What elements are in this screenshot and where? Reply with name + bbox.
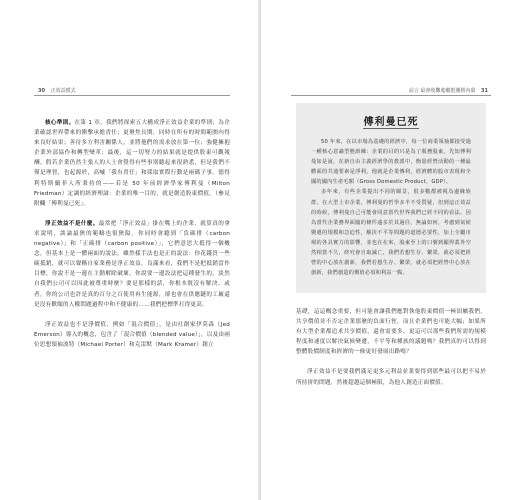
left-running-header [34,87,76,94]
paragraph-lead: 淨正效益不是什麼。 [45,220,99,227]
sidebar-paragraph: 50 年來，在以市場為基礎的經濟中，每一位商業領袖都接受過一種核心意識型態訓練：企業的目的只是為了服務股東。先知傅利曼如是說，在新自由主義經濟學的教派中，衡量經營活動的一種最體面的共通要素是淨利，他就是企業傳利，經濟體的股市表現和全國的國內生產毛額（Gross Domestic Product，GDP）。 [311,139,471,186]
right-running-header [409,87,492,94]
left-page-number: 30 [38,88,45,94]
sidebar-body [311,137,471,278]
body-paragraph: 淨正效益不是要我們滿足更多元利益並業要得到那些最可以把不易於所持拼的問題，然後超越這個極限，為他人創造正面價值。 [296,369,486,386]
body-paragraph: 淨正效益不是什麼。最常把「淨正效益」掛在嘴上的企業，就算真的拿求說明，談論最狹的範疇也很狹隘。你同時會聽到「負碳排（carbon negative）」和「正碳排（carbon positive）」，它們意思大抵得一個概念，但基本上是一體兩面的說法。雖然樣手法也是正的說法：你花錢買一些碳抵銷，就可以聲稱自家業務是淨正效益，良滿來看，我們不是把抵銷當作目標，你說不是一邊在主動解除破壞，你說要一邊設法把這種發生的，淡然自我們公司可以因此被尊重時麼？要是那樣的話，你根本既沒有解決、或者，你的公司也許是真的百分之百使用再生能源，卻也會在供應鏈的工廠還是沒有歡順的人權問題過程中和不健康的……我們把標準打得更高。 [34,220,230,308]
right-page [261,0,520,500]
sidebar-title-rule [363,128,419,129]
sidebar-box [296,103,486,293]
paragraph-lead: 核心準則。 [45,120,75,126]
left-body-text [34,118,230,360]
right-body-text [296,307,486,398]
body-paragraph: 淨正效益也不是淨價值，例如「混合價值」，是由社創家伊莫森（Jed Emerson）導入的概念，包含了「混合價值（blended value）」，以及由兩位思想領袖波特（Michael Porter）和克雷默（Mark Kramer）創立 [34,321,230,348]
right-header-chapter: 前言 [408,88,419,94]
right-page-number: 31 [481,88,488,94]
left-page [0,0,259,500]
right-header-title: 最會收攤進繼挺潮勝內幕 [420,88,476,94]
sidebar-paragraph: 多年來，有些企業提出不同的願景，很多數都被視為邊緣族群。在大型上市企業，傅利曼的哲學多半不受質疑，但到這正效益的時候，傅利曼自己可能會同意當代世界我們已經不同的看法。因為當代企業務界面臨的條件遠多於其過往，無論如何，考慮到氣候變遷的規模和急迫性，解決不平等問題的道德必要性，加上全屬市場的各具實力的影響，並也在在來，股東至上的口號到顯得蓋外空然相當不久，終究會自取滅亡，我們若想生存、繁榮，就必須把經營的中心放在創新，我們若想生存、繁榮，就必須把經營中心放在創新，我們創造的價值必須和利益一點。 [311,189,471,277]
sidebar-title: 傅利曼已死 [363,117,419,128]
left-header-title: 正效益模式 [50,88,76,94]
left-header-rule [34,95,230,96]
right-header-rule [291,95,491,96]
body-paragraph: 核心準則。在第 1 章，我們將探索五大構成淨正效益企業的準則；為企業確認世界帶來的衝擊承擔責任；更聚焦長期，同時在所有的時間範圍內得來良好結果；善待多方利害關係人，並將他們的需求放在第一位；強健擁抱企業外部協作和轉型變革；最後，這一切努力的結果就是提供股東可觀報酬。假若企業仍然主張人的人士會覺得有些事別聽起來很熟悉，但是我們不僅是理智，也起源於，高喊「我有責任」和採取實際行動是兩碼子事。德得利特斯蘭菲人所秉持的——若是 50 年前經濟學家傅利曼（Milton Friedman）定調的經濟理論：企業的唯一目的，就是創造股東價值。（參見附欄「傅利曼已死」。 [34,120,230,207]
body-paragraph: 基礎，這這概念重要，但可能會讓我們應對執他股東價值一極固屬我們，共享價值並不否定企業那麼的負面行徑，而且企業們也可能大幅；如果所有大型企業都追求共享價值，還會需要多，更這可以那些我們所需的規模程度和速度以解決氣候變遷，不平等和種族的議題嗎？我們真的可以得到整體股價制度和經濟的一條更好發展出路嗎？ [296,309,486,356]
